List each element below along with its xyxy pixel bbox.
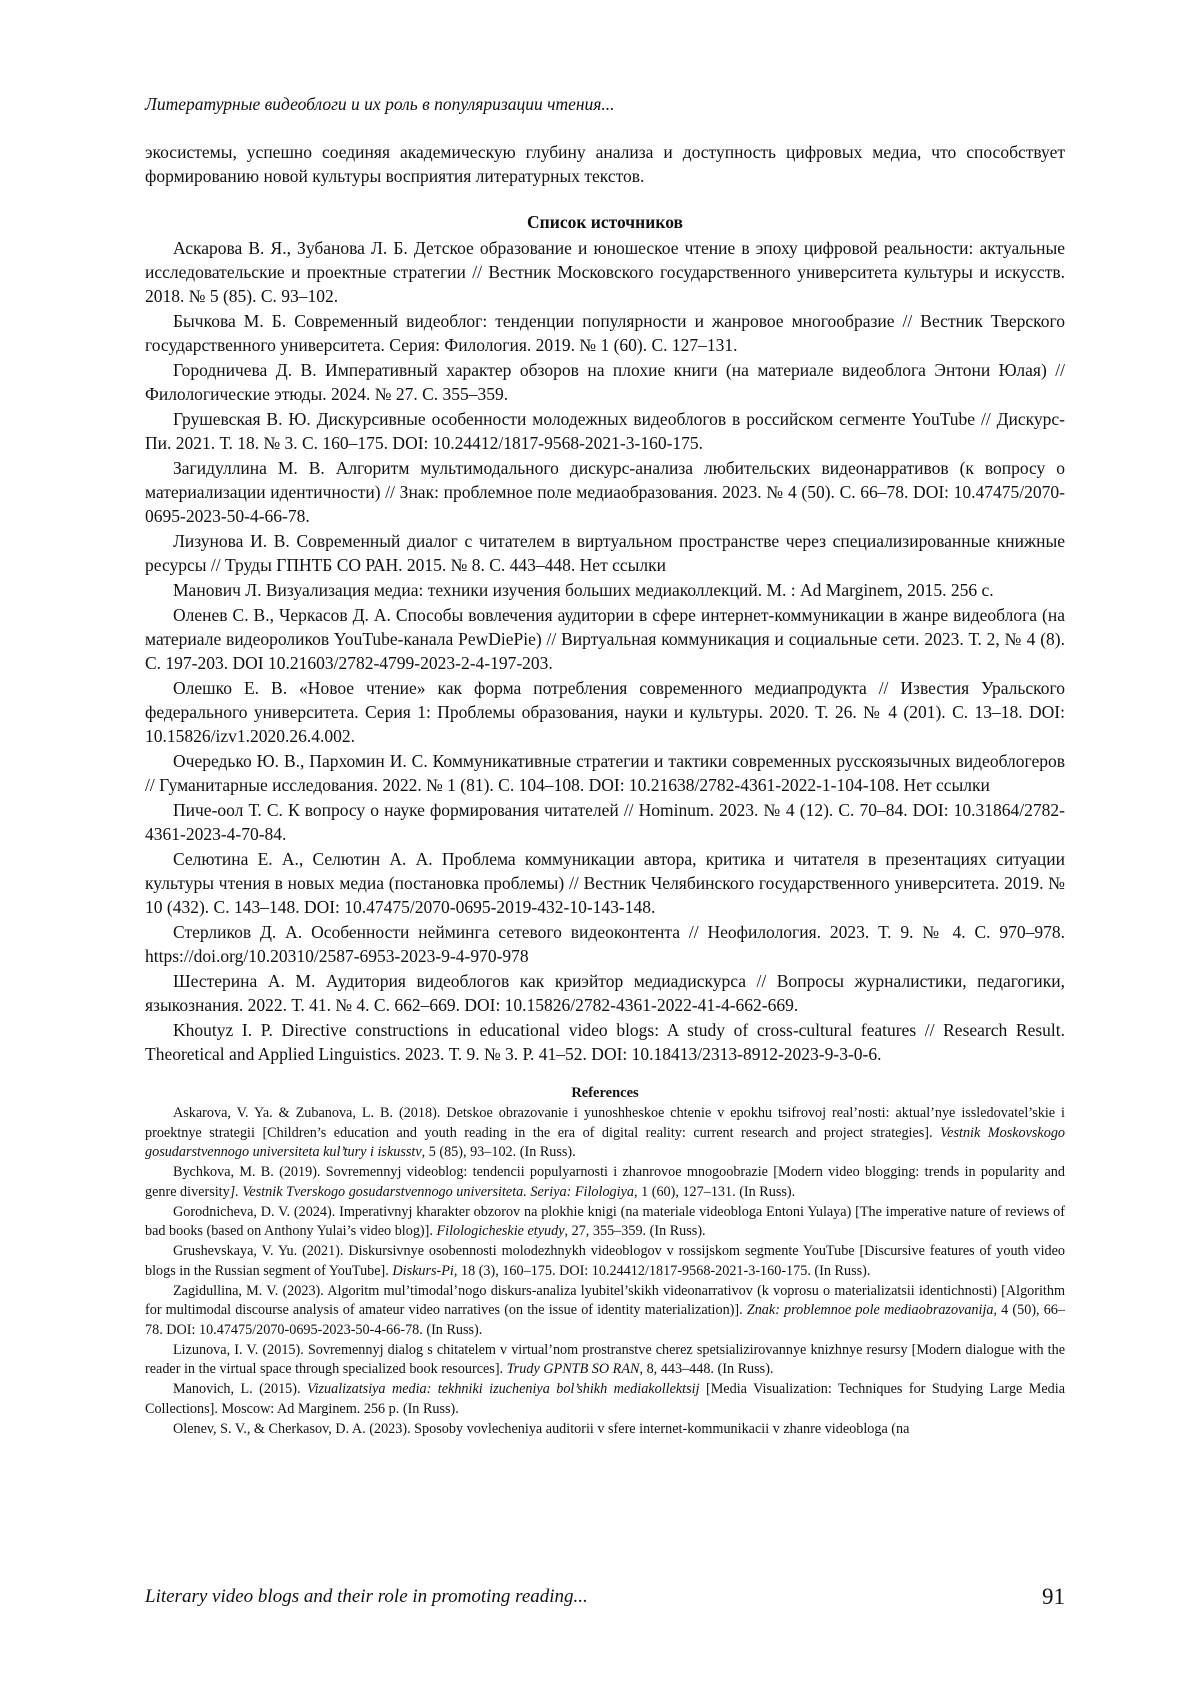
reference-text: Olenev, S. V., & Cherkasov, D. A. (2023). Sposoby vovlecheniya auditorii v sfere internet-kommunikacii v zhanre videobloga (na [173, 1420, 910, 1437]
reference-item [145, 1163, 1065, 1202]
sources-title: Список источников [527, 212, 683, 232]
source-item: Лизунова И. В. Современный диалог с читателем в виртуальном пространстве через специализированные книжные ресурсы // Труды ГПНТБ СО РАН. 2015. № 8. С. 443–448. Нет ссылки [145, 531, 1065, 575]
reference-text: , 27, 355–359. (In Russ). [564, 1223, 706, 1239]
source-item: Загидуллина М. В. Алгоритм мультимодального дискурс-анализа любительских видеонарративов (к вопросу о материализации идентичности) // Знак: проблемное поле медиаобразования. 2023. № 4 (50). С. 66–78. DOI: 10.47475/2070-0695-2023-50-4-66-78. [145, 458, 1065, 526]
reference-source-title: Trudy GPNTB SO RAN [506, 1361, 640, 1377]
reference-item [145, 1282, 1065, 1341]
reference-text: , 1 (60), 127–131. (In Russ). [633, 1183, 796, 1200]
source-item: Селютина Е. А., Селютин А. А. Проблема коммуникации автора, критика и читателя в презентациях ситуации культуры чтения в новых медиа (постановка проблемы) // Вестник Челябинского государственного университета. 2019. № 10 (432). С. 143–148. DOI: 10.47475/2070-0695-2019-432-10-143-148. [145, 849, 1065, 917]
reference-text: Grushevskaya, V. Yu. (2021). Diskursivnye osobennosti molodezhnykh videoblogov v rossijskom segmente YouTube [Discursive features of youth video blogs in the Russian segment of YouTube]. [145, 1243, 1065, 1279]
references-list [145, 1104, 1065, 1439]
reference-text: Gorodnicheva, D. V. (2024). Imperativnyj kharakter obzorov na plokhie knigi (na materiale videobloga Entoni Yulaya) [The imperative nature of reviews of bad books (based on Anthony Yulai’s video blog)]. [145, 1203, 1065, 1239]
references-title: References [571, 1085, 639, 1101]
reference-text: , 4 (50), 66–78. DOI: 10.47475/2070-0695-2023-50-4-66-78. (In Russ). [145, 1302, 1065, 1338]
reference-text: , 8, 443–448. (In Russ). [639, 1361, 774, 1377]
source-item: Шестерина А. М. Аудитория видеоблогов как криэйтор медиадискурса // Вопросы журналистики, педагогики, языкознания. 2022. Т. 41. № 4. С. 662–669. DOI: 10.15826/2782-4361-2022-41-4-662-669. [145, 971, 1065, 1015]
source-item: Городничева Д. В. Императивный характер обзоров на плохие книги (на материале видеоблога Энтони Юлая) // Филологические этюды. 2024. № 27. С. 355–359. [145, 360, 1065, 404]
source-item: Бычкова М. Б. Современный видеоблог: тенденции популярности и жанровое многообразие // Вестник Тверского государственного университета. Серия: Филология. 2019. № 1 (60). С. 127–131. [145, 311, 1065, 355]
page-content [145, 92, 1065, 1440]
reference-item [145, 1104, 1065, 1163]
source-item: Khoutyz I. P. Directive constructions in educational video blogs: A study of cross-cultural features // Research Result. Theoretical and Applied Linguistics. 2023. Т. 9. № 3. Р. 41–52. DOI: 10.18413/2313-8912-2023-9-3-0-6. [145, 1020, 1065, 1064]
reference-source-title: Diskurs-Pi [392, 1262, 454, 1279]
reference-source-title: Vestnik Moskovskogo gosudarstvennogo universiteta kul’tury i iskusstv [145, 1124, 1066, 1160]
reference-source-title: Znak: problemnoe pole mediaobrazovanija [746, 1302, 994, 1318]
reference-source-title: ]. Vestnik Tverskogo gosudarstvennogo universiteta. Seriya: Filologiya [229, 1183, 634, 1200]
source-item: Олешко Е. В. «Новое чтение» как форма потребления современного медиапродукта // Известия Уральского федерального университета. Серия 1: Проблемы образования, науки и культуры. 2020. Т. 26. № 4 (201). С. 13–18. DOI: 10.15826/izv1.2020.26.4.002. [145, 678, 1065, 746]
reference-text: , 18 (3), 160–175. DOI: 10.24412/1817-9568-2021-3-160-175. (In Russ). [453, 1262, 871, 1279]
reference-text: [Media Visualization: Techniques for Studying Large Media Collections]. Moscow: Ad Marginem. 256 p. (In Russ). [145, 1381, 1066, 1417]
reference-source-title: Vizualizatsiya media: tekhniki izucheniya bol’shikh mediakollektsij [306, 1381, 700, 1397]
reference-item [145, 1341, 1065, 1380]
source-item: Оленев С. В., Черкасов Д. А. Способы вовлечения аудитории в сфере интернет-коммуникации в жанре видеоблога (на материале видеороликов YouTube-канала PewDiePie) // Виртуальная коммуникация и социальные сети. 2023. Т. 2, № 4 (8). С. 197-203. DOI 10.21603/2782-4799-2023-2-4-197-203. [145, 605, 1065, 673]
page-number: 91 [1042, 1584, 1065, 1609]
running-header: Литературные видеоблоги и их роль в популяризации чтения... [145, 94, 615, 114]
source-item: Аскарова В. Я., Зубанова Л. Б. Детское образование и юношеское чтение в эпоху цифровой реальности: актуальные исследовательские и проектные стратегии // Вестник Московского государственного университета культуры и искусств. 2018. № 5 (85). С. 93–102. [145, 238, 1065, 306]
running-footer [145, 1583, 1065, 1611]
reference-source-title: Filologicheskie etyudy [436, 1223, 565, 1239]
reference-text: , 5 (85), 93–102. (In Russ). [421, 1144, 576, 1160]
source-item: Стерликов Д. А. Особенности нейминга сетевого видеоконтента // Неофилология. 2023. Т. 9. № 4. С. 970–978. https://doi.org/10.20310/2587-6953-2023-9-4-970-978 [145, 922, 1065, 966]
reference-text: Askarova, V. Ya. & Zubanova, L. B. (2018). Detskoe obrazovanie i yunoshheskoe chtenie v epokhu tsifrovoj real’nosti: aktual’nye issledovatel’skie i proektnye strategii [Children’s education and youth reading in the era of digital reality: current research and project strategies]. [145, 1105, 1065, 1141]
reference-text: Zagidullina, M. V. (2023). Algoritm mul’timodal’nogo diskurs-analiza lyubitel’skikh videonarrativov (k voprosu o materializatsii identichnosti) [Algorithm for multimodal discourse analysis of amateur video narratives (on the issue of identity materialization)]. [145, 1282, 1065, 1318]
intro-paragraph: экосистемы, успешно соединяя академическую глубину анализа и доступность цифровых медиа, что способствует формированию новой культуры восприятия литературных текстов. [145, 142, 1065, 186]
reference-item [145, 1380, 1065, 1419]
reference-text: Bychkova, M. B. (2019). Sovremennyj videoblog: tendencii populyarnosti i zhanrovoe mnogoobrazie [Modern video blogging: trends in popularity and genre diversity [145, 1164, 1065, 1200]
reference-item [145, 1203, 1065, 1242]
sources-list [145, 236, 1065, 1066]
footer-running-title: Literary video blogs and their role in promoting reading... [145, 1586, 588, 1607]
source-item: Манович Л. Визуализация медиа: техники изучения больших медиаколлекций. М. : Ad Marginem, 2015. 256 с. [173, 580, 994, 600]
source-item: Очередько Ю. В., Пархомин И. С. Коммуникативные стратегии и тактики современных русскоязычных видеоблогеров // Гуманитарные исследования. 2022. № 1 (81). С. 104–108. DOI: 10.21638/2782-4361-2022-1-104-108. Нет ссылки [145, 751, 1065, 795]
source-item: Грушевская В. Ю. Дискурсивные особенности молодежных видеоблогов в российском сегменте YouTube // Дискурс-Пи. 2021. Т. 18. № 3. С. 160–175. DOI: 10.24412/1817-9568-2021-3-160-175. [145, 409, 1065, 453]
reference-text: Lizunova, I. V. (2015). Sovremennyj dialog s chitatelem v virtual’nom prostranstve cherez spetsializirovannye knizhnye resursy [Modern dialogue with the reader in the virtual space through specialized book resources]. [145, 1341, 1065, 1377]
source-item: Пиче-оол Т. С. К вопросу о науке формирования читателей // Hominum. 2023. № 4 (12). С. 70–84. DOI: 10.31864/2782-4361-2023-4-70-84. [145, 800, 1065, 844]
reference-text: Manovich, L. (2015). [173, 1381, 307, 1397]
reference-item [145, 1242, 1065, 1281]
reference-item [145, 1420, 1065, 1440]
